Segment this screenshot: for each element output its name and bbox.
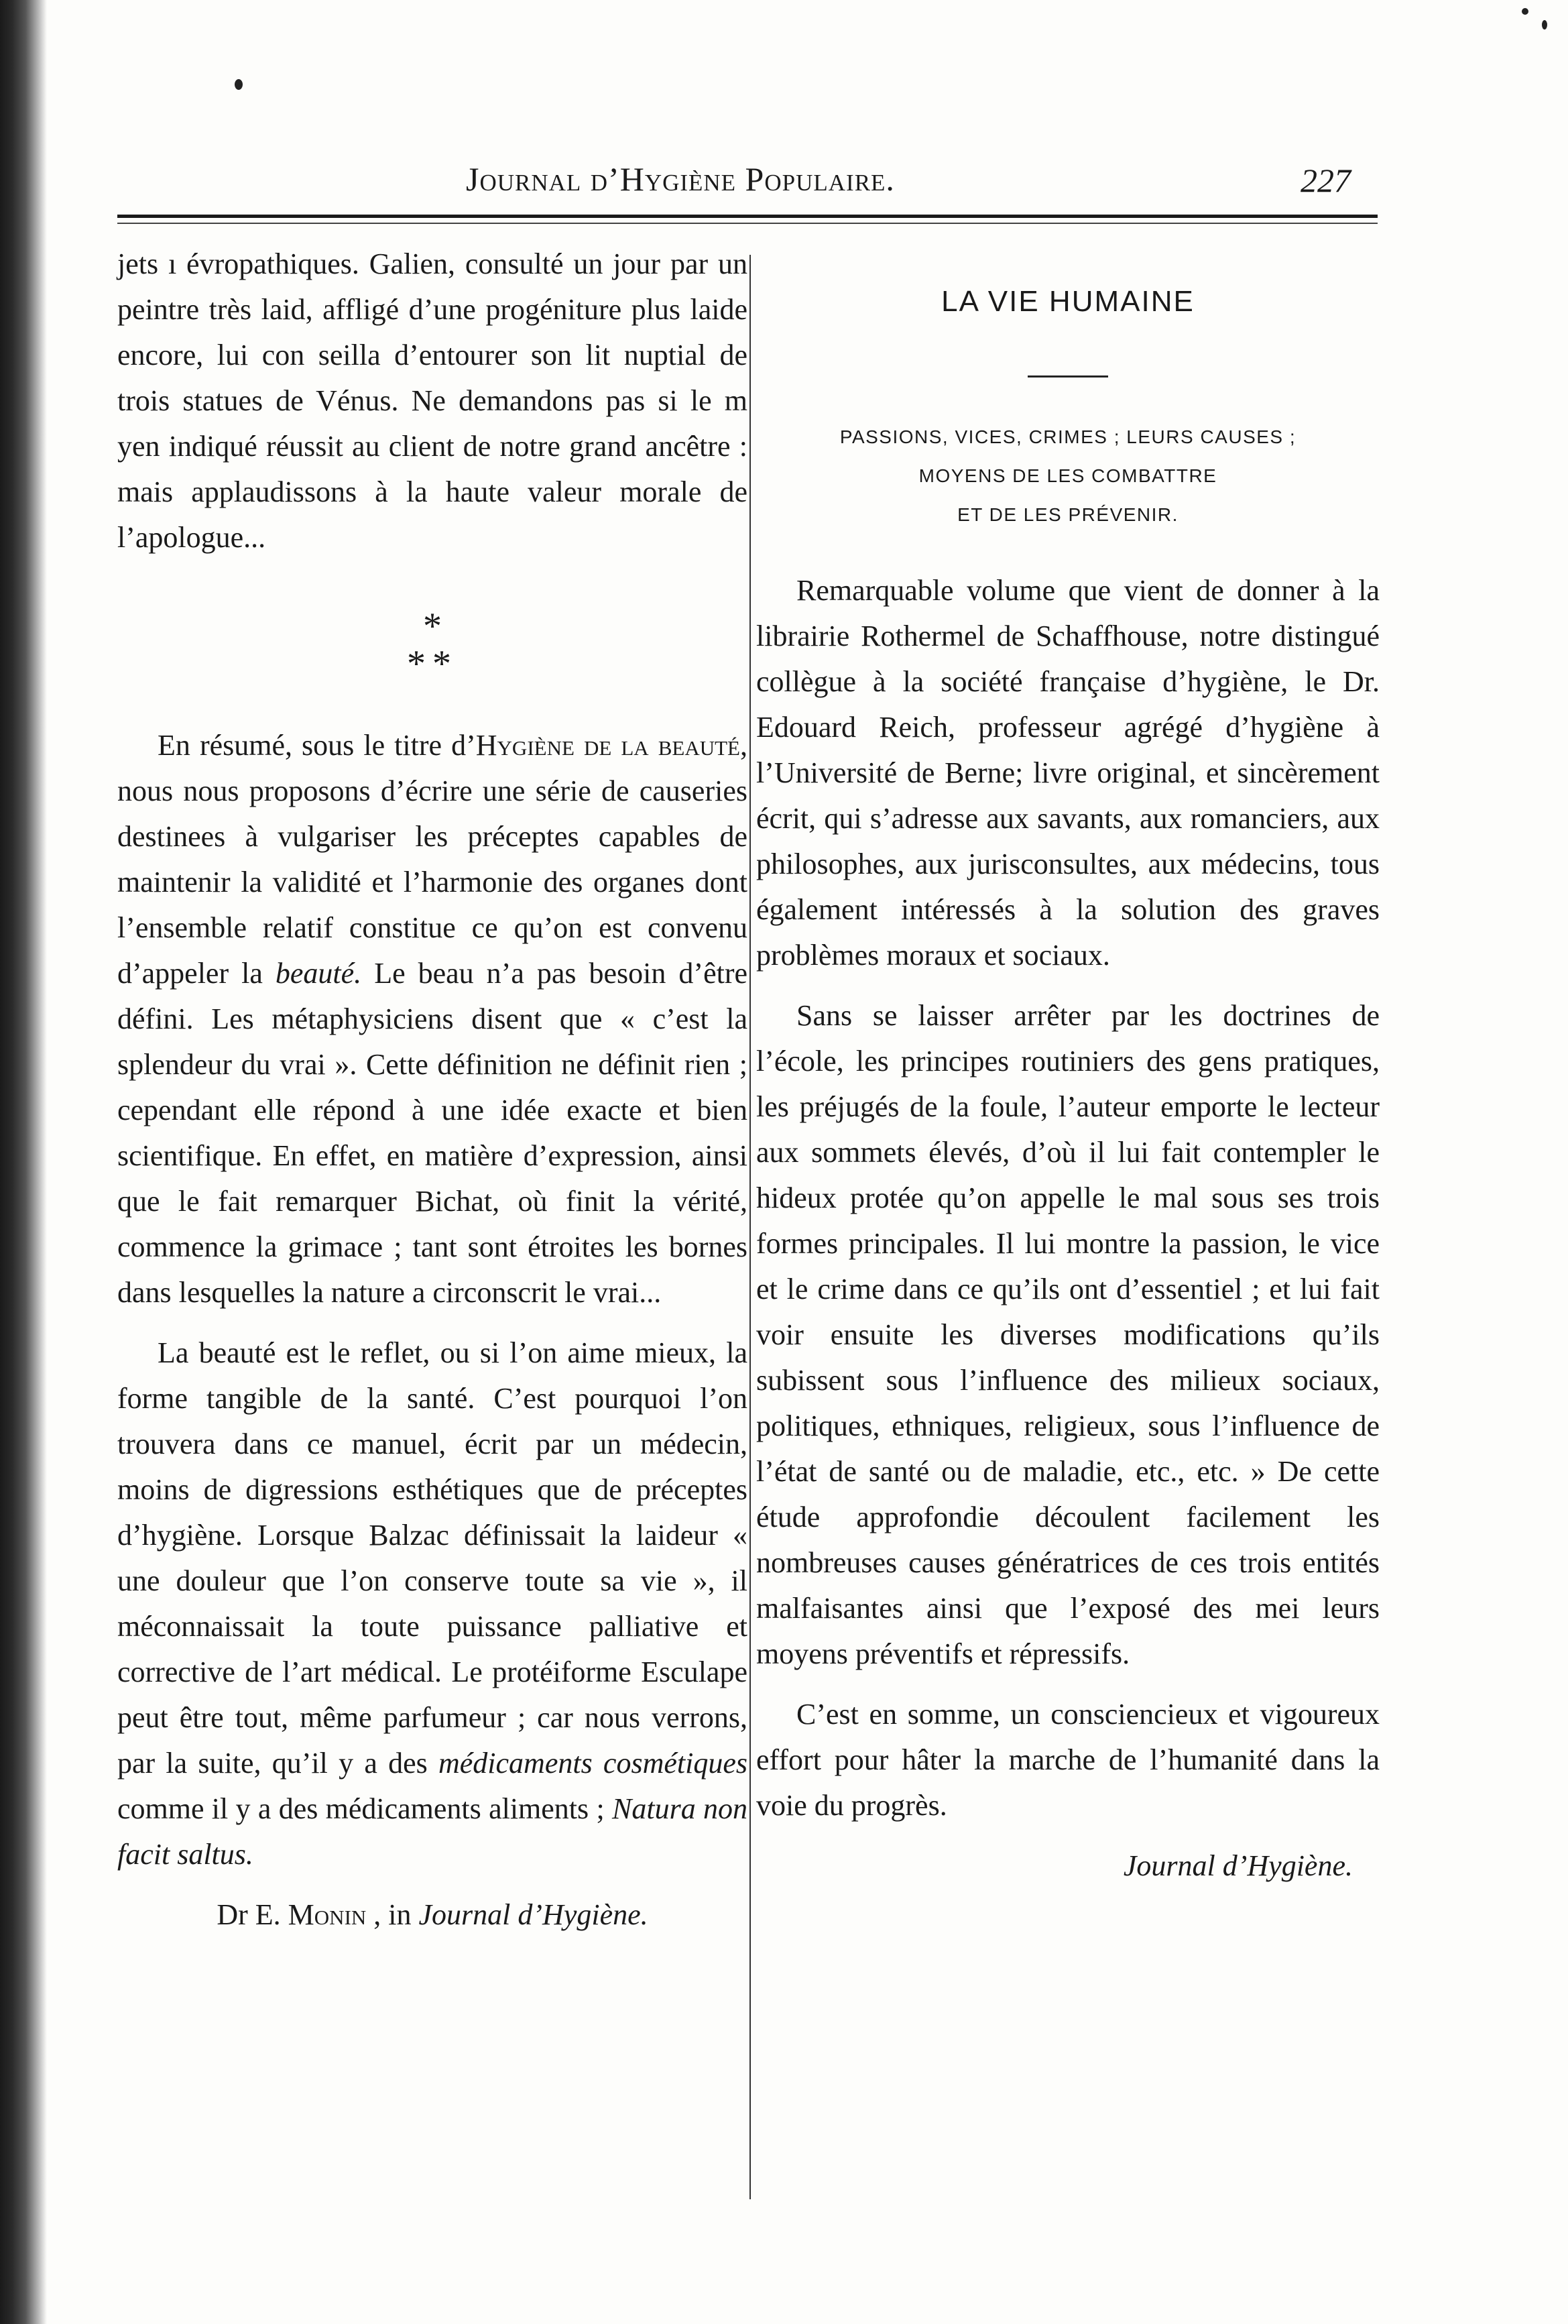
ink-speck (1522, 8, 1528, 15)
binding-shadow (0, 0, 47, 2324)
latin-quote: Natura non facit saltus. (117, 1792, 747, 1871)
right-column (756, 241, 1380, 1904)
left-paragraph-3-mid: comme il y a des médicaments aliments ; (117, 1792, 612, 1825)
left-paragraph-3 (117, 1330, 747, 1877)
page-header (117, 153, 1378, 227)
signature-author: Monin (288, 1898, 367, 1931)
ink-speck (1542, 20, 1547, 30)
section-subtitle (756, 418, 1380, 534)
section-title: LA VIE HUMAINE (941, 285, 1195, 318)
header-rule (117, 215, 1378, 218)
emphasis-medicaments-cosmetiques: médicaments cosmétiques (438, 1747, 747, 1780)
signature-source: Journal d’Hygiène. (418, 1898, 648, 1931)
emphasis-beaute: beauté. (275, 957, 362, 990)
left-paragraph-2 (117, 723, 747, 1316)
asterism-bottom: ** (407, 643, 458, 685)
page-number: 227 (1301, 162, 1351, 199)
left-paragraph-3-start: La beauté est le reflet, ou si l’on aime mieux, la forme tangible de la santé. C’est pourquoi l’on trouvera dans ce manuel, écrit par un médecin, moins de digressions esthétiques que de préceptes d’hygiène. Lorsque Balzac définissait la laideur « une douleur que l’on conserve toute sa vie », il méconnaissait la toute puissance palliative et corrective de l’art médical. Le protéiforme Esculape peut être tout, même parfumeur ; car nous verrons, par la suite, qu’il y a des (117, 1336, 747, 1780)
left-paragraph-1: jets ı évropathiques. Galien, consulté un jour par un peintre très laid, affligé d’une progéniture plus laide encore, lui con seilla d’entourer son lit nuptial de trois statues de Vénus. Ne demandons pas si le m yen indiqué réussit au client de notre grand ancêtre : mais applaudissons à la haute valeur morale de l’apologue... (117, 247, 747, 554)
ink-speck (235, 79, 243, 90)
header-rule-thin (117, 223, 1378, 224)
subtitle-line-3: ET DE LES PRÉVENIR. (957, 504, 1179, 525)
right-paragraph-1: Remarquable volume que vient de donner à la librairie Rothermel de Schaffhouse, notre distingué collègue à la société française d’hygiène, le Dr. Edouard Reich, professeur agrégé d’hygiène à l’Université de Berne; livre original, et sincèrement écrit, qui s’adresse aux savants, aux romanciers, aux philosophes, aux jurisconsultes, aux médecins, tous également intéressés à la solution des graves problèmes moraux et sociaux. (756, 574, 1380, 972)
signature-separator: , in (366, 1898, 419, 1931)
asterism-separator (117, 607, 747, 683)
title-rule (1028, 375, 1108, 377)
subtitle-line-1: PASSIONS, VICES, CRIMES ; LEURS CAUSES ; (839, 426, 1296, 447)
right-paragraph-2: Sans se laisser arrêter par les doctrines de l’école, les principes routiniers des gens pratiques, les préjugés de la foule, l’auteur emporte le lecteur aux sommets élevés, d’où il lui fait contempler le hideux protée qu’on appelle le mal sous ses trois formes principales. Il lui montre la passion, le vice et le crime dans ce qu’ils ont d’essentiel ; et lui fait voir ensuite les diverses modifications qu’ils subissent sous l’influence des milieux sociaux, politiques, ethniques, religieux, sous l’influence de l’état de santé ou de maladie, etc., etc. » De cette étude approfondie découlent facilement les nombreuses causes génératrices de ces trois entités malfaisantes ainsi que l’exposé des mei leurs moyens préventifs et répressifs. (756, 999, 1380, 1670)
left-paragraph-2-start: En résumé, sous le titre d’ (158, 729, 476, 762)
column-divider (749, 255, 751, 2199)
left-paragraph-2-mid: , nous nous proposons d’écrire une série de causeries destinees à vulgariser les préceptes capables de maintenir la validité et l’harmonie des organes dont l’ensemble relatif constitue ce qu’on est convenu d’appeler la (117, 729, 747, 990)
signature-prefix: Dr E. (217, 1898, 288, 1931)
asterism-top: * (423, 605, 442, 647)
running-title: Journal d’Hygiène Populaire. (466, 160, 895, 198)
subtitle-line-2: MOYENS DE LES COMBATTRE (918, 465, 1217, 486)
right-paragraph-3: C’est en somme, un consciencieux et vigoureux effort pour hâter la marche de l’humanité dans la voie du progrès. (756, 1698, 1380, 1822)
right-signature: Journal d’Hygiène. (1123, 1849, 1353, 1882)
left-paragraph-2-end: Le beau n’a pas besoin d’être défini. Les métaphysiciens disent que « c’est la splendeur du vrai ». Cette définition ne définit rien ; cependant elle répond à une idée exacte et bien scientifique. En effet, en matière d’expression, ainsi que le fait remarquer Bichat, où finit la vérité, commence la grimace ; tant sont étroites les bornes dans lesquelles la nature a circonscrit le vrai... (117, 957, 747, 1309)
left-signature (117, 1892, 747, 1938)
book-title-hygiene-beaute: Hygiène de la beauté (475, 729, 740, 762)
left-column (117, 241, 747, 1953)
